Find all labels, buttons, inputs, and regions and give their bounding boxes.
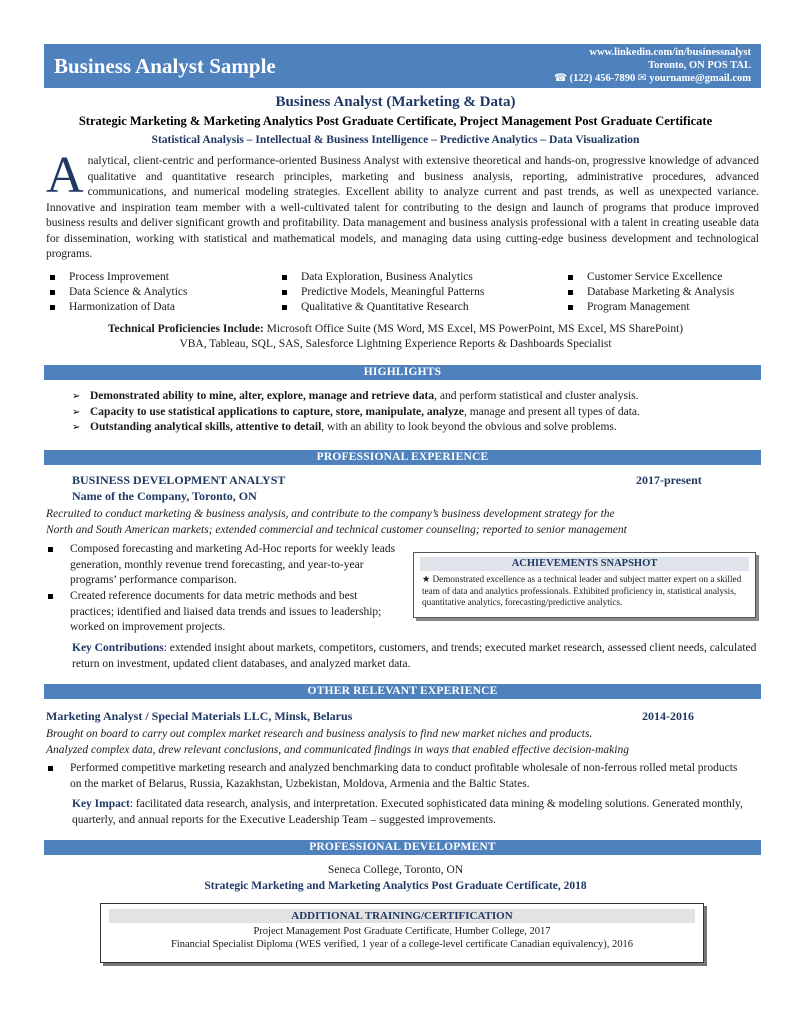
job1-bullet: Created reference documents for data metric methods and best practices; identified and liaised data trends and issues to leadership; worked on improvement projects. [70, 589, 400, 636]
star-icon: ★ [422, 574, 431, 585]
achievements-snapshot-box [413, 552, 756, 618]
job1-description-line1: Recruited to conduct marketing & business analysis, and contribute to the company’s business development strategy for the [46, 508, 615, 520]
job2-dates: 2014-2016 [642, 709, 694, 723]
location: Toronto, ON POS TAL [648, 60, 751, 71]
bullet-square-icon [282, 290, 287, 295]
focus-line: Statistical Analysis – Intellectual & Business Intelligence – Predictive Analytics – Data Visualization [151, 134, 640, 146]
bullet-square-icon [48, 766, 53, 771]
development-certificate: Strategic Marketing and Marketing Analytics Post Graduate Certificate, 2018 [204, 880, 587, 892]
snapshot-title: ACHIEVEMENTS SNAPSHOT [420, 557, 749, 571]
skill-item: Qualitative & Quantitative Research [282, 300, 484, 315]
job2-description-line1: Brought on board to carry out complex market research and business analysis to find new market niches and products. [46, 728, 593, 740]
experience-heading: PROFESSIONAL EXPERIENCE [44, 450, 761, 465]
arrow-bullet-icon: ➢ [72, 422, 81, 433]
arrow-bullet-icon: ➢ [72, 391, 81, 402]
linkedin-url[interactable]: www.linkedin.com/in/businessnalyst [589, 47, 751, 58]
bullet-square-icon [568, 305, 573, 310]
development-school: Seneca College, Toronto, ON [327, 864, 464, 876]
skills-column-2 [282, 270, 484, 316]
bullet-square-icon [48, 594, 53, 599]
resume-name: Business Analyst Sample [54, 54, 276, 78]
bullet-square-icon [282, 305, 287, 310]
highlight-item: ➢ Demonstrated ability to mine, alter, explore, manage and retrieve data, and perform statistical and cluster analysis. [72, 389, 762, 405]
summary-text: nalytical, client-centric and performance-oriented Business Analyst with extensive theoretical and hands-on, progressive knowledge of advanced qualitative and quantitative research principles, marketing and business analysis, reporting, administrative procedures, advanced communications, and numerical modeling strategies. Excellent ability to analyze current and past trends, as well as unexpected variance. Innovative and inspiration team member with a well-cultivated talent for contributing to the design and launch of programs that produce improved business results and deliver significant growth and profitability. Data management and business analysis professional with a talent in creating useable data for dissemination, working with statistical and mathematical models, and managing data using cutting-edge business development and technological programs. [46, 155, 759, 260]
bullet-square-icon [568, 275, 573, 280]
envelope-icon: ✉ [637, 72, 647, 84]
training-title: ADDITIONAL TRAINING/CERTIFICATION [109, 909, 695, 923]
arrow-bullet-icon: ➢ [72, 406, 81, 418]
job1-description-line2: North and South American markets; extended commercial and technical customer counseling; reported to senior management [46, 524, 627, 536]
bullet-square-icon [48, 547, 53, 552]
tech-proficiencies-line2: VBA, Tableau, SQL, SAS, Salesforce Lightning Experience Reports & Dashboards Specialist [179, 338, 612, 350]
email-address[interactable]: yourname@gmail.com [649, 73, 751, 84]
phone-number: (122) 456-7890 [569, 73, 636, 84]
bullet-square-icon [50, 305, 55, 310]
skill-item: Data Science & Analytics [50, 285, 187, 300]
job1-key-contributions: Key Contributions: extended insight about markets, competitors, customers, and trends; executed market research, assessed client needs, calculated return on investment, updated client databases, and analyzed market data. [72, 642, 757, 670]
job2-description-line2: Analyzed complex data, drew relevant conclusions, and communicated findings in ways that enabled effective decision-making [46, 744, 629, 756]
skills-column-3 [568, 270, 734, 316]
phone-email-line [554, 72, 751, 85]
training-line1: Project Management Post Graduate Certificate, Humber College, 2017 [253, 926, 551, 937]
skill-item: Process Improvement [50, 270, 187, 285]
job1-company: Name of the Company, Toronto, ON [72, 489, 257, 503]
job2-bullet: Performed competitive marketing research and analyzed benchmarking data to conduct profitable wholesale of non-ferrous rolled metal products on the market of Belarus, Russia, Kazakhstan, Uzbekistan, Moldova, Armenia and the Baltic States. [70, 761, 742, 792]
additional-training-box [100, 903, 704, 963]
development-heading: PROFESSIONAL DEVELOPMENT [44, 840, 761, 855]
snapshot-text: ★ Demonstrated excellence as a technical leader and subject matter expert on a skilled team of data and analytics professionals. Exhibited proficiency in, statistical analysis, quantitative analytics, forecasting/predictive analytics. [422, 574, 742, 607]
bullet-square-icon [568, 290, 573, 295]
bullet-square-icon [50, 275, 55, 280]
skills-column-1 [50, 270, 187, 316]
highlight-item: ➢ Outstanding analytical skills, attentive to detail, with an ability to look beyond the obvious and solve problems. [72, 420, 762, 436]
job2-key-impact: Key Impact: facilitated data research, analysis, and interpretation. Executed sophisticated data mining & modeling solutions. Generated monthly, quarterly, and annual reports for the Executive Leadership Team – suggested improvements. [72, 798, 743, 826]
drop-cap: A [46, 147, 84, 204]
job1-dates: 2017-present [636, 473, 702, 487]
job2-title: Marketing Analyst / Special Materials LLC, Minsk, Belarus [46, 709, 353, 723]
bullet-square-icon [282, 275, 287, 280]
header-bar [44, 44, 761, 88]
skill-item: Predictive Models, Meaningful Patterns [282, 285, 484, 300]
skill-item: Harmonization of Data [50, 300, 187, 315]
tech-label: Technical Proficiencies Include: [107, 323, 264, 335]
certificates-line: Strategic Marketing & Marketing Analytics Post Graduate Certificate, Project Management Post Graduate Certificate [78, 114, 713, 128]
skill-item: Database Marketing & Analysis [568, 285, 734, 300]
bullet-square-icon [50, 290, 55, 295]
skill-item: Customer Service Excellence [568, 270, 734, 285]
other-experience-heading: OTHER RELEVANT EXPERIENCE [44, 684, 761, 699]
skill-item: Program Management [568, 300, 734, 315]
highlights-list [72, 389, 762, 436]
job1-title: BUSINESS DEVELOPMENT ANALYST [72, 473, 286, 487]
summary-paragraph [46, 147, 759, 263]
training-line2: Financial Specialist Diploma (WES verified, 1 year of a college-level certificate Canadian equivalency), 2016 [170, 939, 634, 950]
role-title: Business Analyst (Marketing & Data) [275, 94, 516, 110]
phone-icon: ☎ [553, 72, 568, 84]
contact-block [554, 46, 751, 85]
highlights-heading: HIGHLIGHTS [44, 365, 761, 380]
highlight-item: ➢ Capacity to use statistical applications to capture, store, manipulate, analyze, manage and present all types of data. [72, 405, 762, 421]
tech-proficiencies-line1: Technical Proficiencies Include: Microsoft Office Suite (MS Word, MS Excel, MS PowerPoint, MS Excel, MS SharePoint) [107, 323, 684, 335]
skill-item: Data Exploration, Business Analytics [282, 270, 484, 285]
job1-bullet: Composed forecasting and marketing Ad-Hoc reports for weekly leads generation, monthly revenue trend forecasting, and year-to-year programs’ performance comparison. [70, 542, 400, 589]
